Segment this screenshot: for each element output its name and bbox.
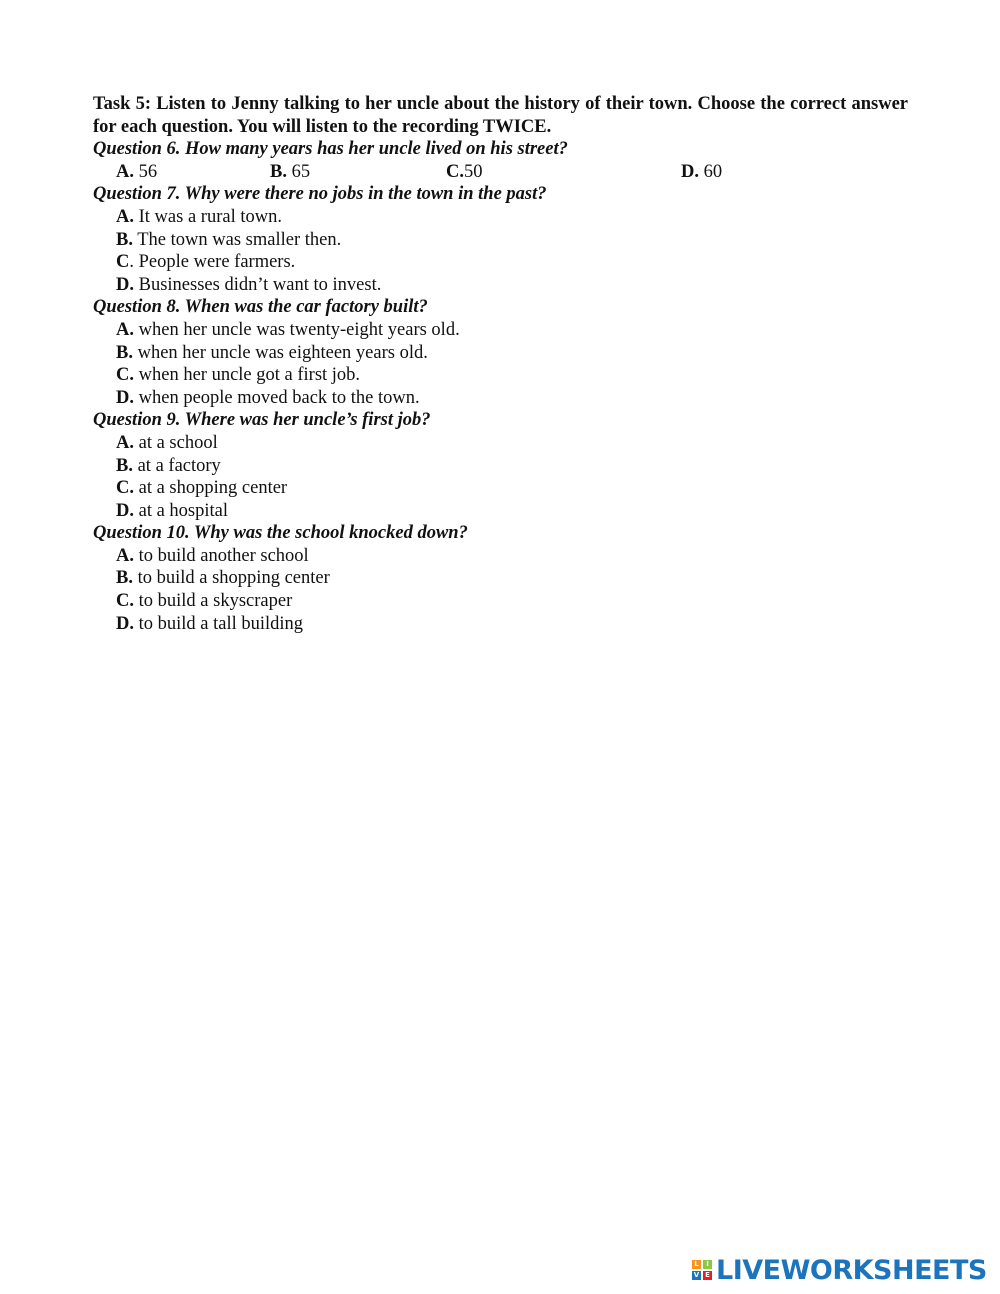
question-8-option-b: B. when her uncle was eighteen years old. bbox=[116, 342, 428, 363]
liveworksheets-logo bbox=[692, 1256, 987, 1284]
question-8-label: Question 8. When was the car factory built? bbox=[93, 297, 428, 318]
question-6-options bbox=[93, 161, 908, 184]
question-8-option-a: A. when her uncle was twenty-eight years old. bbox=[116, 319, 460, 340]
question-7-option-a: A. It was a rural town. bbox=[116, 206, 282, 227]
live-logo-icon bbox=[692, 1260, 712, 1280]
question-6-option-c: C.50 bbox=[446, 161, 483, 182]
question-9-option-b: B. at a factory bbox=[116, 455, 221, 476]
question-6-label: Question 6. How many years has her uncle lived on his street? bbox=[93, 139, 568, 160]
question-10-option-a: A. to build another school bbox=[116, 545, 309, 566]
question-7-label: Question 7. Why were there no jobs in the town in the past? bbox=[93, 184, 547, 205]
question-10-option-b: B. to build a shopping center bbox=[116, 568, 330, 589]
question-9-option-c: C. at a shopping center bbox=[116, 478, 288, 499]
task-instructions: Task 5: Listen to Jenny talking to her uncle about the history of their town. Choose the correct answer for each question. You will listen to the recording TWICE. bbox=[93, 94, 908, 137]
logo-mark-i: I bbox=[703, 1260, 712, 1269]
question-6-option-d: D. 60 bbox=[681, 161, 723, 182]
logo-mark-l: L bbox=[692, 1260, 701, 1269]
question-7-option-c: C. People were farmers. bbox=[116, 252, 296, 273]
logo-wordmark: LIVEWORKSHEETS bbox=[716, 1254, 987, 1286]
question-9-label: Question 9. Where was her uncle’s first job? bbox=[93, 410, 431, 431]
worksheet-page bbox=[93, 93, 908, 635]
question-9-option-a: A. at a school bbox=[116, 432, 218, 453]
question-8-option-d: D. when people moved back to the town. bbox=[116, 387, 420, 408]
logo-mark-e: E bbox=[703, 1271, 712, 1280]
question-10-option-c: C. to build a skyscraper bbox=[116, 591, 293, 612]
question-9-option-d: D. at a hospital bbox=[116, 500, 229, 521]
question-6-option-a: A. 56 bbox=[116, 161, 158, 182]
question-8-option-c: C. when her uncle got a first job. bbox=[116, 365, 361, 386]
question-10-label: Question 10. Why was the school knocked down? bbox=[93, 523, 468, 544]
question-7-option-b: B. The town was smaller then. bbox=[116, 229, 342, 250]
logo-mark-v: V bbox=[693, 1271, 700, 1279]
question-10-option-d: D. to build a tall building bbox=[116, 613, 304, 634]
question-6-option-b: B. 65 bbox=[270, 161, 311, 182]
question-7-option-d: D. Businesses didn’t want to invest. bbox=[116, 274, 382, 295]
